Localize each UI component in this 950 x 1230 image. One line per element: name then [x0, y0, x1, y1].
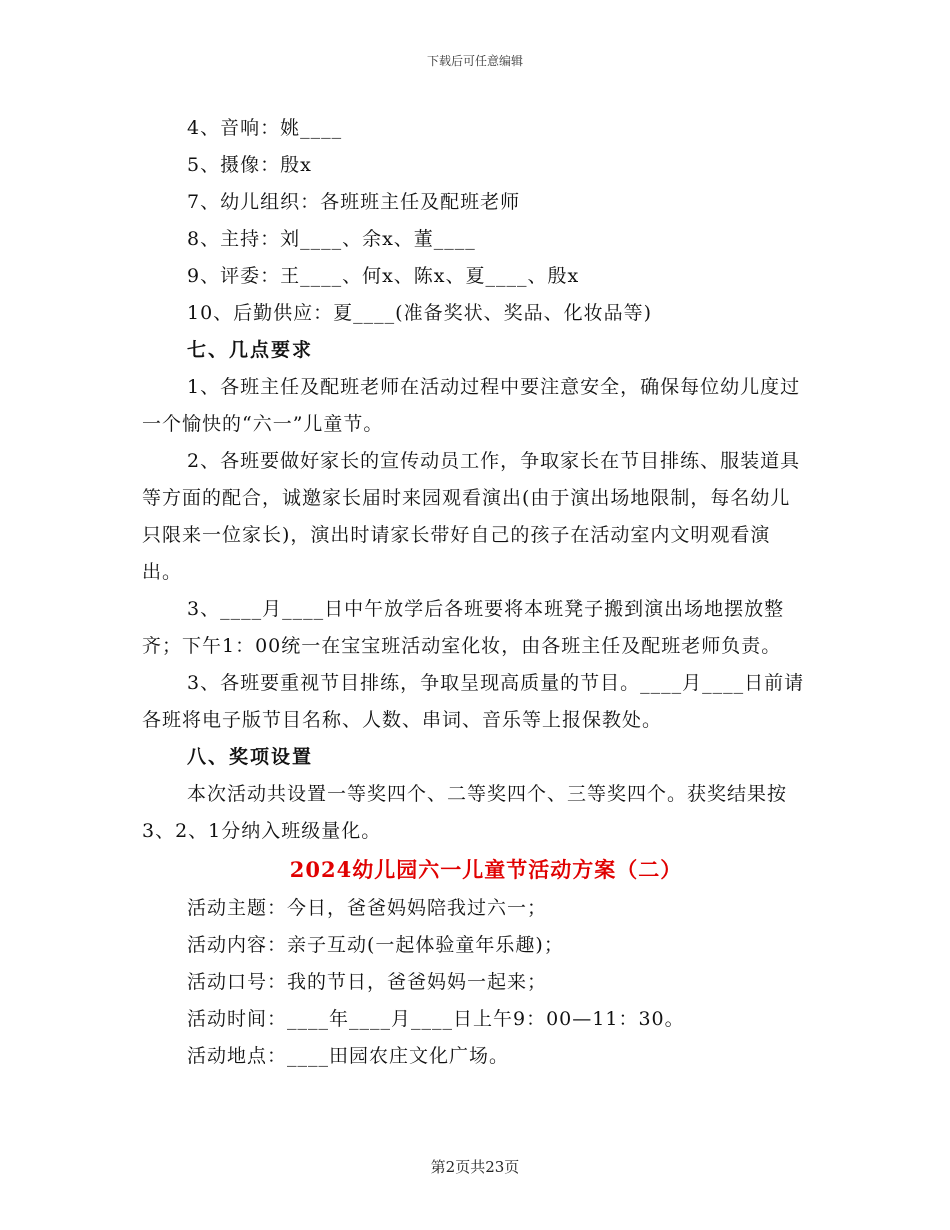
page-footer: 第2页共23页: [430, 1158, 520, 1176]
requirement-item: 1、各班主任及配班老师在活动过程中要注意安全，确保每位幼儿度过一个愉快的“六一”儿童节。: [142, 376, 801, 435]
page-header: 下载后可任意编辑: [426, 54, 523, 68]
plan-location: 活动地点：____田园农庄文化广场。: [187, 1045, 510, 1067]
requirement-item: 3、各班要重视节目排练，争取呈现高质量的节目。____月____日前请各班将电子版节目名称、人数、串词、音乐等上报保教处。: [142, 672, 805, 731]
staff-line-organization: 7、幼儿组织：各班班主任及配班老师: [187, 191, 521, 213]
staff-line-logistics: 10、后勤供应：夏____(准备奖状、奖品、化妆品等): [187, 302, 653, 324]
staff-line-host: 8、主持：刘____、余x、董____: [187, 228, 476, 250]
plan-theme: 活动主题：今日，爸爸妈妈陪我过六一；: [187, 897, 548, 919]
plan-time: 活动时间：____年____月____日上午9：00—11：30。: [187, 1008, 685, 1030]
staff-line-sound: 4、音响：姚____: [187, 117, 343, 139]
section-heading-requirements: 七、几点要求: [187, 339, 314, 361]
plan-slogan: 活动口号：我的节日，爸爸妈妈一起来；: [187, 971, 548, 993]
staff-line-camera: 5、摄像：殷x: [187, 154, 312, 176]
requirement-item: 2、各班要做好家长的宣传动员工作，争取家长在节目排练、服装道具等方面的配合，诚邀家长届时来园观看演出(由于演出场地限制，每名幼儿只限来一位家长)，演出时请家长带好自己的孩子在活动室内文明观看演出。: [142, 450, 801, 583]
requirement-item: 3、____月____日中午放学后各班要将本班凳子搬到演出场地摆放整齐；下午1：00统一在宝宝班活动室化妆，由各班主任及配班老师负责。: [142, 598, 785, 657]
section-heading-awards: 八、奖项设置: [187, 746, 314, 768]
staff-line-judges: 9、评委：王____、何x、陈x、夏____、殷x: [187, 265, 580, 287]
plan-two-title: 2024幼儿园六一儿童节活动方案（二）: [289, 857, 683, 882]
document-body: [142, 110, 810, 1075]
awards-text: 本次活动共设置一等奖四个、二等奖四个、三等奖四个。获奖结果按3、2、1分纳入班级量化。: [142, 783, 788, 842]
plan-content: 活动内容：亲子互动(一起体验童年乐趣)；: [187, 934, 564, 956]
